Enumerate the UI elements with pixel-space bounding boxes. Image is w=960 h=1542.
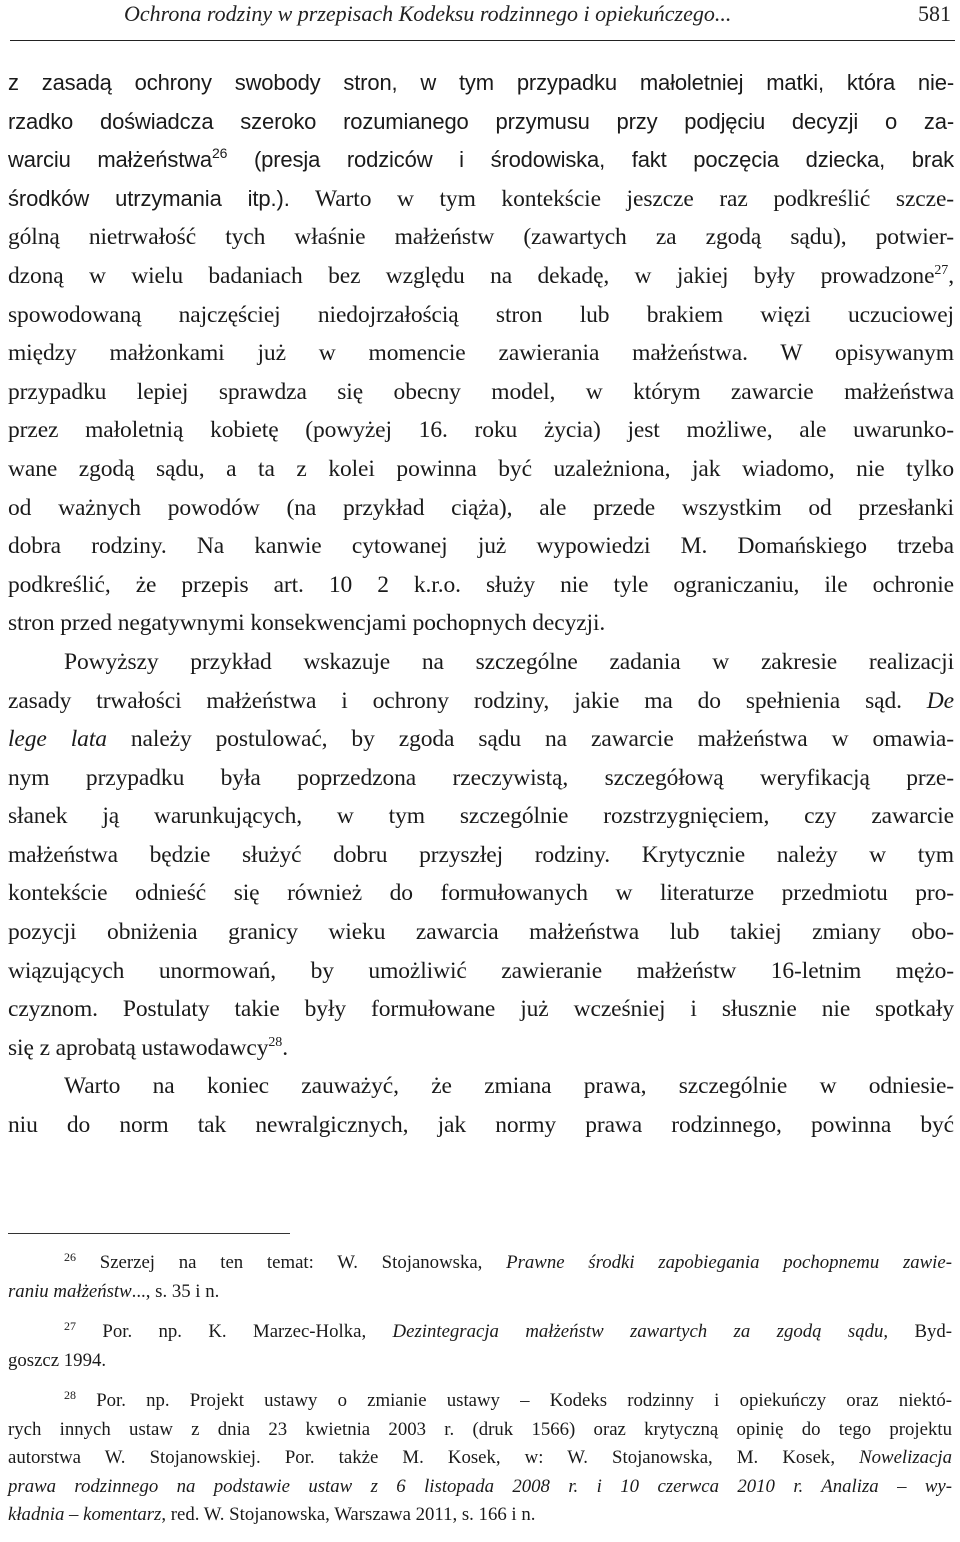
text-line: między małżonkami już w momencie zawierania małżeństwa. W opisywanym xyxy=(8,340,954,367)
text-line: przypadku lepiej sprawdza się obecny model, w którym zawarcie małżeństwa xyxy=(8,378,954,405)
footnote-line: prawa rodzinnego na podstawie ustaw z 6 listopada 2008 r. i 10 czerwca 2010 r. Analiza – wy- xyxy=(8,1475,952,1497)
text-line: czyznom. Postulaty takie były formułowane już wcześniej i słusznie nie spotkały xyxy=(8,996,954,1023)
running-header xyxy=(10,0,955,41)
footnote-line: kładnia – komentarz, red. W. Stojanowska, Warszawa 2011, s. 166 i n. xyxy=(8,1504,536,1525)
footnote-line: autorstwa W. Stojanowskiej. Por. także M. Kosek, w: W. Stojanowska, M. Kosek, Nowelizacja xyxy=(8,1447,952,1468)
footnote-26 xyxy=(8,1249,952,1306)
text-line: nym przypadku była poprzedzona rzeczywistą, szczegółową weryfikacją prze- xyxy=(8,764,954,791)
footnote-ref-27: 27 xyxy=(934,262,949,278)
paragraph-3 xyxy=(8,1067,954,1144)
text-line: gólną nietrwałość tych właśnie małżeństw (zawartych za zgodą sądu), potwier- xyxy=(8,224,954,251)
paragraph-2 xyxy=(8,643,954,1068)
text-line: podkreślić, że przepis art. 10 2 k.r.o. służy nie tyle ograniczaniu, ile ochronie xyxy=(8,571,954,598)
text-line: od ważnych powodów (na przykład ciąża), ale przede wszystkim od przesłanki xyxy=(8,494,954,521)
text-line: Warto na koniec zauważyć, że zmiana prawa, szczególnie w odniesie- xyxy=(64,1073,954,1100)
footnote-line: $^{26}$ Szerzej na ten temat: W. Stojanowska, Prawne środki zapobiegania pochopnemu zawie- xyxy=(64,1250,952,1273)
text-line: niu do norm tak newralgicznych, jak normy prawa rodzinnego, powinna być xyxy=(8,1112,954,1139)
footnote-line: goszcz 1994. xyxy=(8,1349,107,1371)
text-line: pozycji obniżenia granicy wieku zawarcia małżeństwa lub takiej zmiany obo- xyxy=(8,919,954,946)
text-line: małżeństwa będzie służyć dobru przyszłej rodziny. Krytycznie należy w tym xyxy=(8,841,954,868)
text-line: warciu małżeństwa$^{26}$ (presja rodziców i środowiska, fakt poczęcia dziecka, brak xyxy=(8,145,954,173)
text-line: wiązujących unormowań, by umożliwić zawieranie małżeństw 16-letnim mężo- xyxy=(8,957,954,984)
body-text xyxy=(8,64,954,1145)
footnotes xyxy=(8,1249,952,1542)
running-title: Ochrona rodziny w przepisach Kodeksu rodzinnego i opiekuńczego... xyxy=(124,1,732,26)
footnote-separator xyxy=(8,1233,290,1234)
text-line: dzoną w wielu badaniach bez względu na dekadę, w jakiej były prowadzone$^{27}$, xyxy=(8,262,954,289)
text-line: dobra rodziny. Na kanwie cytowanej już wypowiedzi M. Domańskiego trzeba xyxy=(8,533,954,560)
text-line: rzadko doświadcza szeroko rozumianego przymusu przy podjęciu decyzji o za- xyxy=(8,108,954,134)
text-line: Powyższy przykład wskazuje na szczególne zadania w zakresie realizacji xyxy=(64,648,954,675)
text-line: spowodowaną najczęściej niedojrzałością stron lub brakiem więzi uczuciowej xyxy=(8,301,954,328)
footnote-ref-26: 26 xyxy=(212,145,228,162)
footnote-line: rych innych ustaw z dnia 23 kwietnia 2003 r. (druk 1566) oraz krytyczną opinię do tego projektu xyxy=(8,1418,952,1440)
footnote-number: 28 xyxy=(64,1388,76,1402)
footnote-number: 26 xyxy=(64,1250,76,1264)
text-line: stron przed negatywnymi konsekwencjami pochopnych decyzji. xyxy=(8,610,606,637)
footnote-line: $^{28}$ Por. np. Projekt ustawy o zmianie ustawy – Kodeks rodzinny i opiekuńczy oraz niektó- xyxy=(64,1388,952,1411)
text-line: przez małoletnią kobietę (powyżej 16. roku życia) jest możliwe, ale uwarunko- xyxy=(8,417,954,444)
page-number: 581 xyxy=(918,1,951,26)
footnote-28 xyxy=(8,1387,952,1530)
text-line: kontekście odnieść się również do formułowanych w literaturze przedmiotu pro- xyxy=(8,880,954,907)
text-line: słanek ją warunkujących, w tym szczególnie rozstrzygnięciem, czy zawarcie xyxy=(8,803,954,830)
text-line: z zasadą ochrony swobody stron, w tym przypadku małoletniej matki, która nie- xyxy=(8,70,954,95)
footnote-line: $^{27}$ Por. np. K. Marzec-Holka, Dezintegracja małżeństw zawartych za zgodą sądu, Byd- xyxy=(64,1319,953,1342)
footnote-number: 27 xyxy=(64,1319,76,1333)
text-line: zasady trwałości małżeństwa i ochrony rodziny, jakie ma do spełnienia sąd. De xyxy=(8,687,955,714)
text-line: środków utrzymania itp.). Warto w tym kontekście jeszcze raz podkreślić szcze- xyxy=(8,185,954,212)
footnote-27 xyxy=(8,1318,952,1375)
footnote-line: raniu małżeństw..., s. 35 i n. xyxy=(8,1280,220,1302)
paragraph-1 xyxy=(8,64,954,643)
footnote-ref-28: 28 xyxy=(268,1034,283,1050)
text-line: się z aprobatą ustawodawcy$^{28}$. xyxy=(8,1034,288,1061)
text-line: lege lata należy postulować, by zgoda sądu na zawarcie małżeństwa w omawia- xyxy=(8,726,954,753)
text-line: wane zgodą sądu, a ta z kolei powinna być uzależniona, jak wiadomo, nie tylko xyxy=(8,455,954,482)
